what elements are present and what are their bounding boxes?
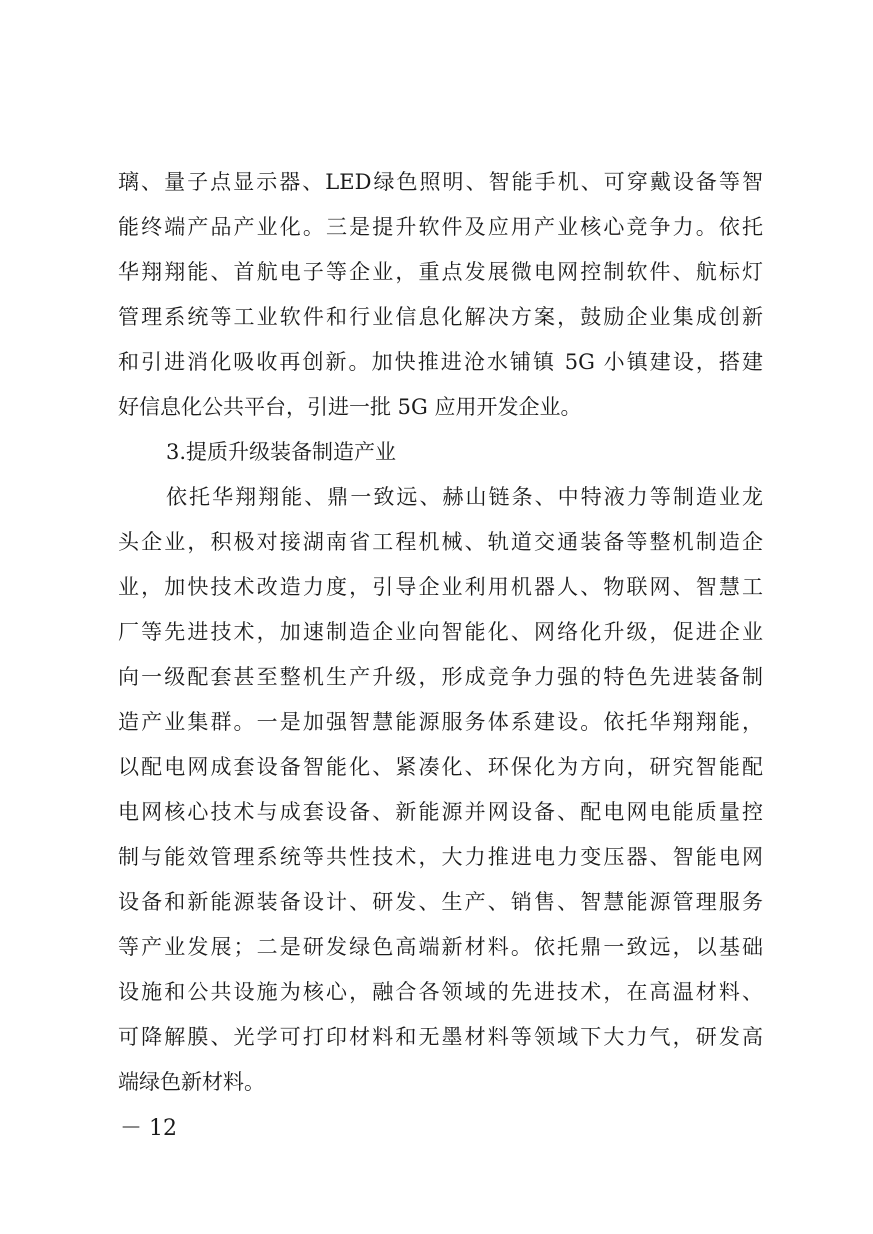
text-line: 璃、量子点显示器、LED绿色照明、智能手机、可穿戴设备等智: [118, 170, 763, 194]
text-line: 业，加快技术改造力度，引导企业利用机器人、物联网、智慧工: [118, 575, 763, 599]
section-heading: 3.提质升级装备制造产业: [166, 440, 397, 464]
text-line: 端绿色新材料。: [118, 1070, 265, 1094]
text-line: 电网核心技术与成套设备、新能源并网设备、配电网电能质量控: [118, 800, 763, 824]
text-line: 设施和公共设施为核心，融合各领域的先进技术，在高温材料、: [118, 980, 763, 1004]
text-line: 好信息化公共平台，引进一批 5G 应用开发企业。: [118, 395, 582, 419]
paragraph-continued: [118, 160, 763, 430]
paragraph-equipment-manufacturing: [118, 475, 763, 1105]
page-number: － 12: [120, 1116, 177, 1141]
text-line: 造产业集群。一是加强智慧能源服务体系建设。依托华翔翔能，: [118, 710, 763, 734]
text-line: 向一级配套甚至整机生产升级，形成竞争力强的特色先进装备制: [118, 665, 763, 689]
text-line: 能终端产品产业化。三是提升软件及应用产业核心竞争力。依托: [118, 215, 763, 239]
text-line: 制与能效管理系统等共性技术，大力推进电力变压器、智能电网: [118, 845, 763, 869]
text-line: 设备和新能源装备设计、研发、生产、销售、智慧能源管理服务: [118, 890, 763, 914]
text-line: 头企业，积极对接湖南省工程机械、轨道交通装备等整机制造企: [118, 530, 763, 554]
text-line: 厂等先进技术，加速制造企业向智能化、网络化升级，促进企业: [118, 620, 763, 644]
text-line: 管理系统等工业软件和行业信息化解决方案，鼓励企业集成创新: [118, 305, 763, 329]
text-line: 依托华翔翔能、鼎一致远、赫山链条、中特液力等制造业龙: [166, 485, 763, 509]
document-body: [118, 160, 763, 1105]
text-line: 可降解膜、光学可打印材料和无墨材料等领域下大力气，研发高: [118, 1025, 763, 1049]
text-line: 以配电网成套设备智能化、紧凑化、环保化为方向，研究智能配: [118, 755, 763, 779]
text-line: 和引进消化吸收再创新。加快推进沧水铺镇 5G 小镇建设，搭建: [118, 350, 763, 374]
text-line: 华翔翔能、首航电子等企业，重点发展微电网控制软件、航标灯: [118, 260, 763, 284]
text-line: 等产业发展；二是研发绿色高端新材料。依托鼎一致远，以基础: [118, 935, 763, 959]
